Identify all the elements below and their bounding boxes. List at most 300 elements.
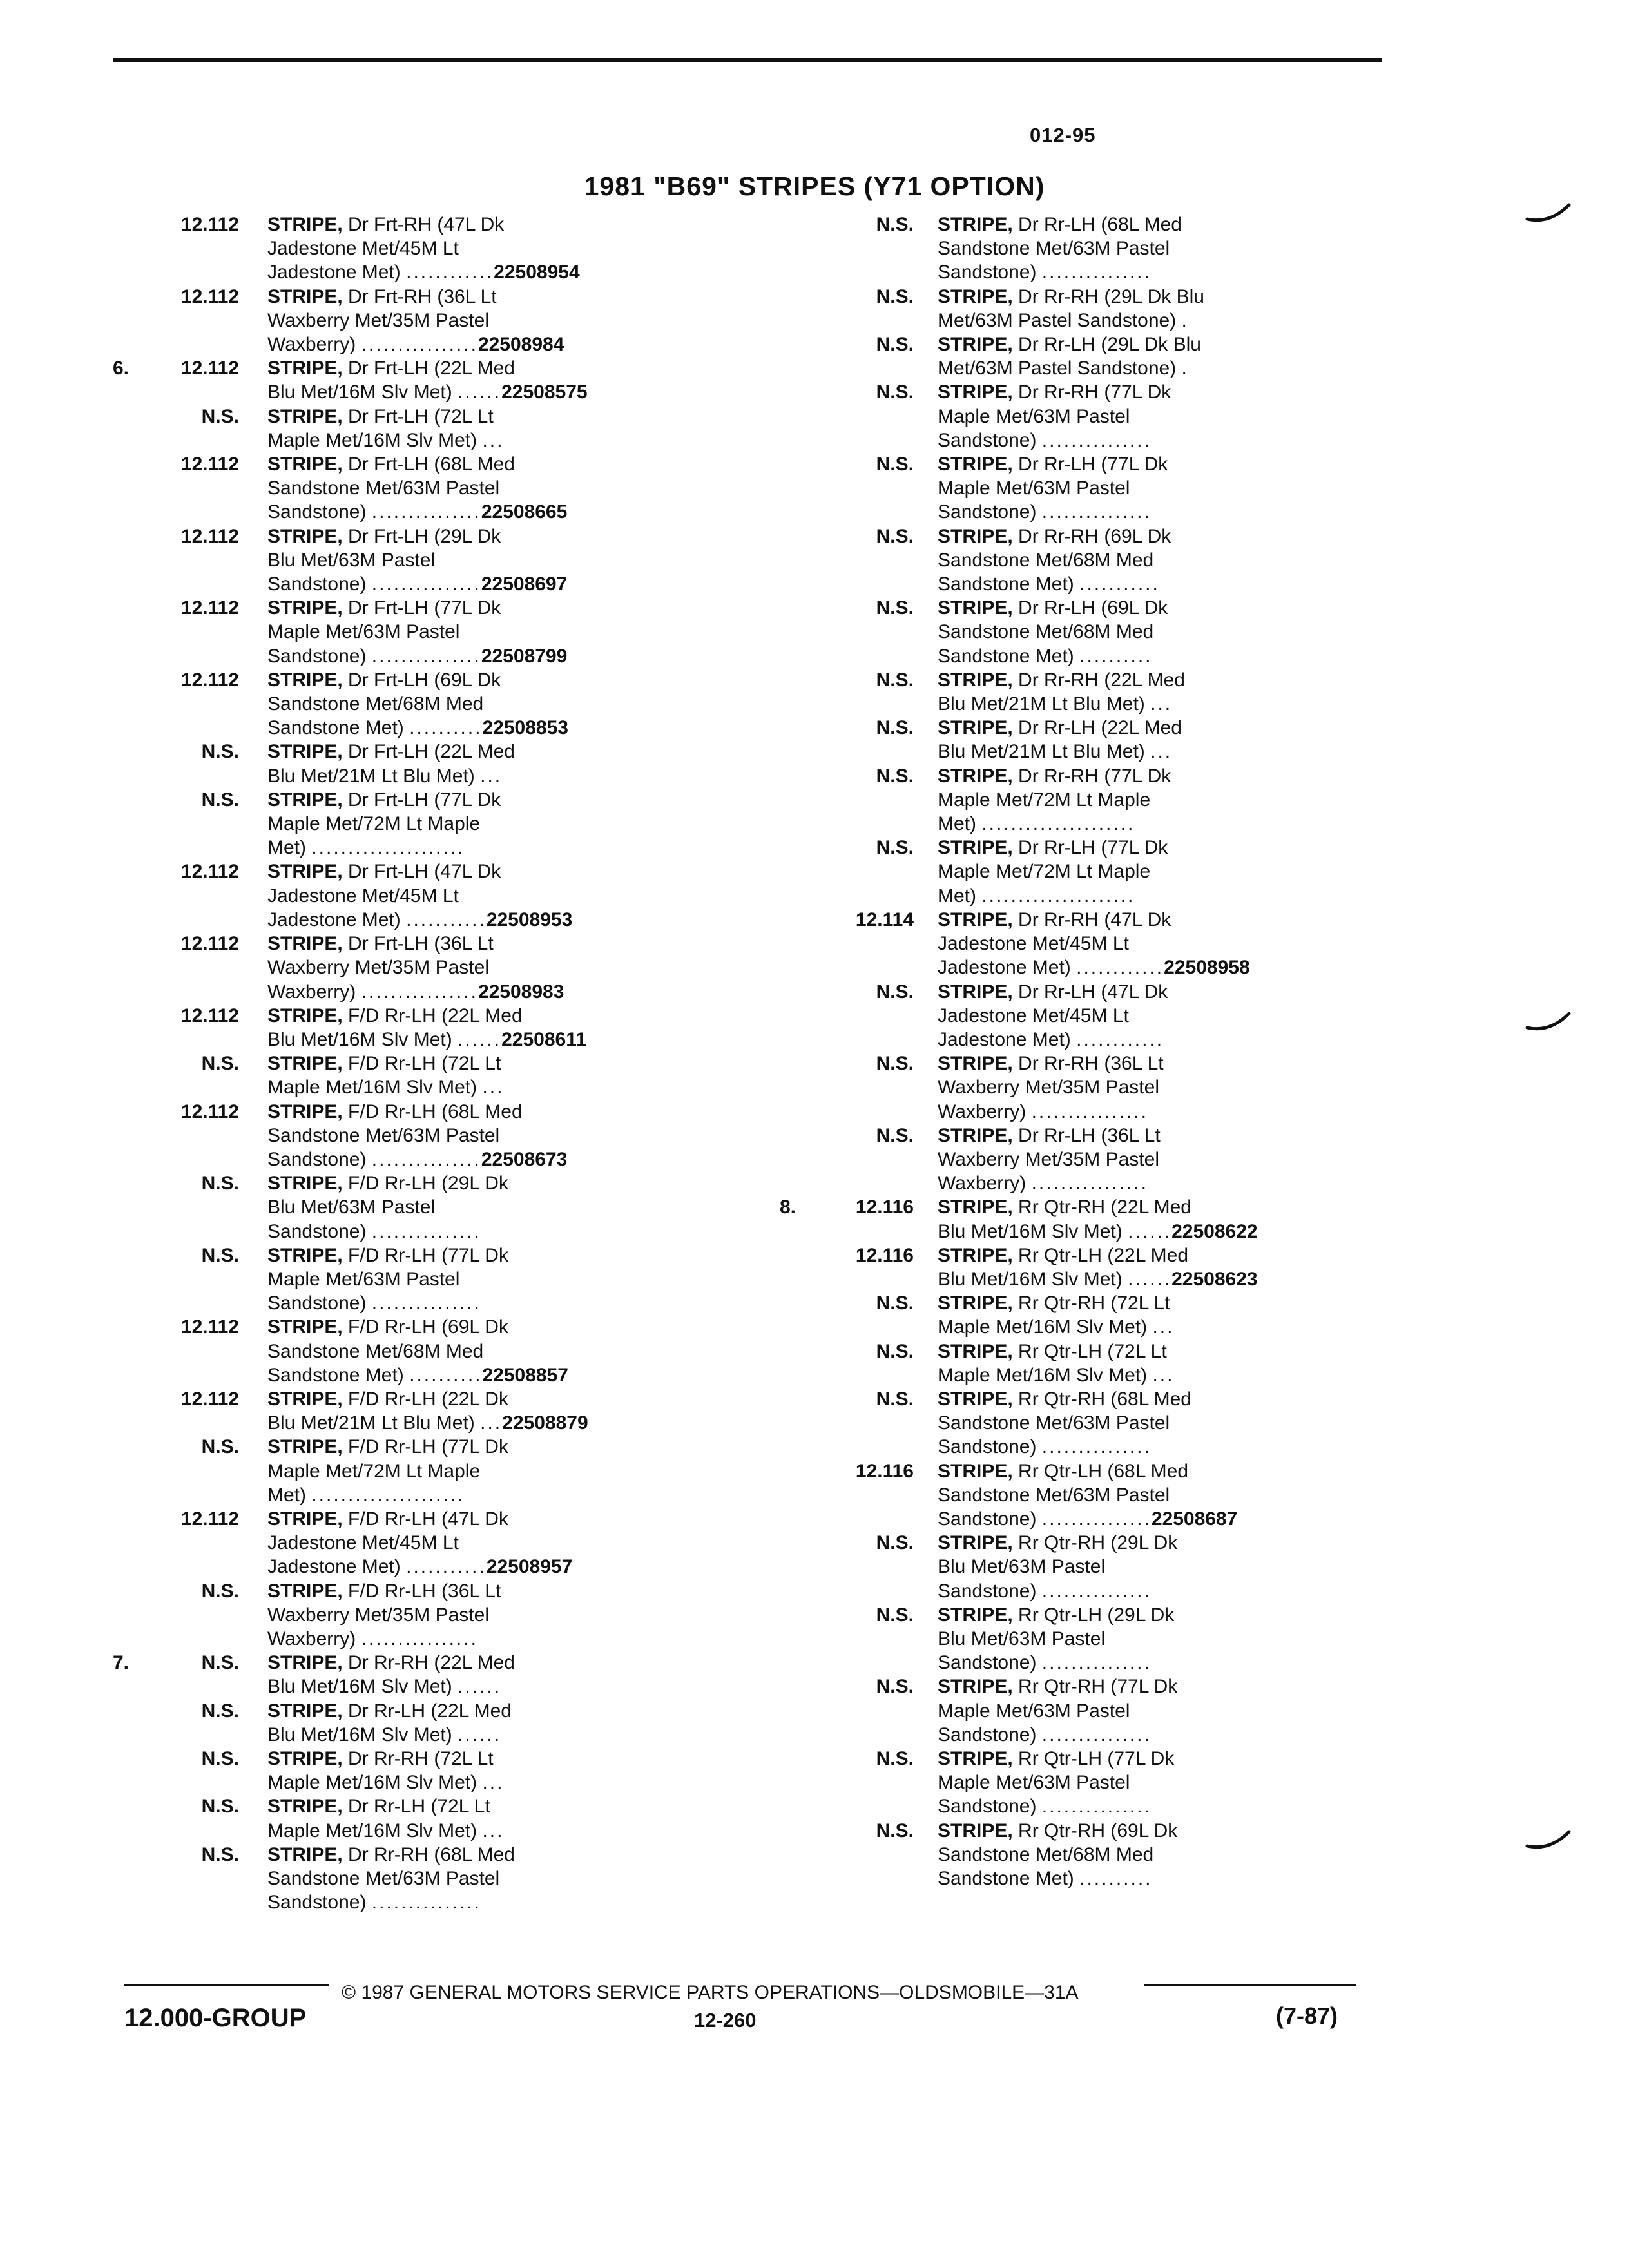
parts-entry bbox=[780, 1124, 1424, 1196]
description-text: Dr Rr-LH (69L Dk bbox=[1018, 597, 1168, 619]
description-line bbox=[938, 1148, 1424, 1171]
group-code: N.S. bbox=[201, 789, 239, 811]
part-number: 22508673 bbox=[481, 1148, 568, 1170]
part-number: 22508622 bbox=[1171, 1220, 1258, 1242]
description-line bbox=[938, 1794, 1424, 1818]
description-text: Sandstone) bbox=[938, 1508, 1037, 1530]
leader-dots: ................ bbox=[361, 1628, 478, 1649]
part-description bbox=[938, 1603, 1424, 1675]
description-text: Waxberry Met/35M Pastel bbox=[938, 1077, 1159, 1099]
description-line bbox=[938, 1363, 1424, 1387]
description-text: Waxberry Met/35M Pastel bbox=[267, 1604, 489, 1626]
description-text: F/D Rr-LH (47L Dk bbox=[348, 1508, 508, 1530]
parts-entry bbox=[113, 1171, 731, 1244]
leader-dots: . bbox=[1181, 358, 1189, 380]
part-description bbox=[938, 908, 1424, 980]
parts-entry bbox=[780, 716, 1424, 764]
description-line bbox=[267, 1603, 731, 1627]
part-number: 22508857 bbox=[482, 1364, 568, 1386]
binder-mark-2 bbox=[1524, 1008, 1576, 1034]
description-line bbox=[267, 1483, 731, 1507]
group-code: N.S. bbox=[201, 1244, 239, 1266]
description-line bbox=[267, 980, 731, 1004]
description-line bbox=[267, 1411, 731, 1435]
description-text: Dr Rr-LH (22L Med bbox=[348, 1700, 512, 1722]
part-description bbox=[267, 1004, 731, 1052]
group-code: 12.112 bbox=[180, 597, 239, 619]
description-line bbox=[938, 1291, 1424, 1315]
part-label: STRIPE, bbox=[938, 981, 1013, 1003]
part-label: STRIPE, bbox=[938, 214, 1013, 235]
description-text: Sandstone Met/63M Pastel bbox=[267, 1124, 500, 1146]
description-text: Sandstone) bbox=[938, 1796, 1037, 1818]
part-label: STRIPE, bbox=[267, 358, 343, 380]
footer-rule-right bbox=[1144, 1984, 1356, 1986]
description-line bbox=[267, 1340, 731, 1363]
description-text: Waxberry Met/35M Pastel bbox=[267, 957, 489, 979]
group-code: N.S. bbox=[876, 214, 914, 235]
footer-date-code: (7-87) bbox=[1276, 2003, 1338, 2029]
description-line bbox=[267, 1004, 731, 1028]
part-number: 22508697 bbox=[481, 573, 568, 595]
leader-dots: ............... bbox=[371, 1892, 481, 1914]
part-label: STRIPE, bbox=[938, 1820, 1013, 1841]
description-line bbox=[938, 548, 1424, 572]
parts-entry bbox=[113, 668, 731, 740]
group-code: N.S. bbox=[876, 597, 914, 619]
description-line bbox=[938, 980, 1424, 1004]
description-text: Rr Qtr-LH (22L Med bbox=[1018, 1244, 1188, 1266]
description-text: Rr Qtr-RH (29L Dk bbox=[1018, 1532, 1178, 1554]
part-description bbox=[938, 1747, 1424, 1819]
part-label: STRIPE, bbox=[938, 1388, 1013, 1410]
description-line bbox=[267, 1028, 731, 1052]
description-text: Sandstone) bbox=[938, 501, 1037, 523]
description-line bbox=[267, 932, 731, 956]
part-description bbox=[267, 788, 731, 860]
part-number: 22508984 bbox=[477, 334, 564, 356]
description-line bbox=[267, 860, 731, 883]
group-code: N.S. bbox=[876, 1053, 914, 1075]
leader-dots: ... bbox=[1152, 1316, 1175, 1338]
group-code: N.S. bbox=[201, 1652, 239, 1674]
group-code: N.S. bbox=[876, 1820, 914, 1841]
part-label: STRIPE, bbox=[267, 525, 343, 547]
description-line bbox=[267, 1363, 731, 1387]
description-text: Dr Rr-RH (68L Med bbox=[348, 1843, 515, 1865]
description-text: Sandstone) bbox=[938, 1652, 1037, 1674]
group-code: N.S. bbox=[876, 1532, 914, 1554]
leader-dots: ............... bbox=[371, 501, 481, 523]
description-text: Dr Rr-RH (69L Dk bbox=[1018, 525, 1171, 547]
group-code: 12.112 bbox=[180, 861, 239, 883]
group-code: 12.112 bbox=[180, 1004, 239, 1026]
description-line bbox=[267, 260, 731, 284]
description-text: Dr Frt-LH (69L Dk bbox=[348, 669, 501, 691]
parts-entry bbox=[780, 764, 1424, 836]
description-line bbox=[938, 1483, 1424, 1507]
description-text: Dr Frt-LH (77L Dk bbox=[348, 789, 501, 811]
description-text: Met/63M Pastel Sandstone) bbox=[938, 309, 1177, 331]
description-text: Rr Qtr-RH (77L Dk bbox=[1018, 1676, 1178, 1698]
part-label: STRIPE, bbox=[938, 1748, 1013, 1769]
description-text: Jadestone Met/45M Lt bbox=[267, 885, 459, 907]
description-text: Dr Frt-LH (72L Lt bbox=[348, 405, 494, 427]
part-number: 22508611 bbox=[501, 1028, 586, 1050]
description-line bbox=[267, 1267, 731, 1291]
leader-dots: ... bbox=[480, 1412, 503, 1434]
part-description bbox=[938, 1291, 1424, 1339]
parts-entry bbox=[780, 1819, 1424, 1891]
part-description bbox=[938, 668, 1424, 716]
description-text: Blu Met/16M Slv Met) bbox=[267, 1028, 452, 1050]
description-line bbox=[938, 1507, 1424, 1531]
description-line bbox=[938, 1867, 1424, 1890]
parts-column-left bbox=[113, 213, 731, 1914]
description-line bbox=[938, 1244, 1424, 1267]
description-text: Maple Met/16M Slv Met) bbox=[267, 1077, 477, 1099]
description-line bbox=[267, 668, 731, 692]
description-text: F/D Rr-LH (69L Dk bbox=[348, 1316, 508, 1338]
part-description bbox=[938, 1459, 1424, 1532]
part-label: STRIPE, bbox=[938, 285, 1013, 307]
part-description bbox=[938, 1052, 1424, 1124]
description-line bbox=[938, 716, 1424, 740]
description-line bbox=[938, 1603, 1424, 1627]
leader-dots: ... bbox=[482, 1077, 505, 1099]
part-description bbox=[267, 596, 731, 668]
part-description bbox=[267, 1052, 731, 1099]
description-text: Dr Rr-LH (77L Dk bbox=[1018, 454, 1168, 476]
description-text: Jadestone Met) bbox=[938, 957, 1071, 979]
description-line bbox=[267, 1723, 731, 1747]
description-text: Blu Met/16M Slv Met) bbox=[267, 381, 452, 403]
description-text: Sandstone Met/68M Med bbox=[938, 1843, 1154, 1865]
description-line bbox=[267, 764, 731, 788]
description-text: F/D Rr-LH (77L Dk bbox=[348, 1244, 508, 1266]
description-line bbox=[938, 1075, 1424, 1099]
group-code: N.S. bbox=[876, 1293, 914, 1314]
leader-dots: .......... bbox=[409, 1364, 483, 1386]
group-code: N.S. bbox=[201, 1796, 239, 1818]
description-line bbox=[938, 1340, 1424, 1363]
group-code: 12.112 bbox=[180, 454, 239, 476]
leader-dots: ... bbox=[480, 765, 503, 787]
parts-entry bbox=[780, 1387, 1424, 1459]
parts-entry bbox=[780, 1244, 1424, 1291]
leader-dots: ........... bbox=[1079, 573, 1160, 595]
description-text: Waxberry) bbox=[267, 334, 356, 356]
description-text: Met) bbox=[938, 885, 976, 907]
leader-dots: ............... bbox=[1041, 1436, 1152, 1458]
parts-entry bbox=[780, 1052, 1424, 1124]
part-description bbox=[267, 524, 731, 597]
group-code: N.S. bbox=[876, 1604, 914, 1626]
description-line bbox=[267, 1699, 731, 1723]
description-text: Jadestone Met) bbox=[267, 908, 401, 930]
description-text: Dr Frt-LH (22L Med bbox=[348, 358, 515, 380]
description-line bbox=[938, 1627, 1424, 1651]
description-line bbox=[938, 213, 1424, 236]
part-description bbox=[938, 1819, 1424, 1891]
description-text: Sandstone) bbox=[267, 1148, 367, 1170]
parts-entry bbox=[780, 1675, 1424, 1747]
description-text: Dr Frt-RH (47L Dk bbox=[348, 214, 505, 235]
description-line bbox=[267, 548, 731, 572]
description-text: Blu Met/63M Pastel bbox=[938, 1628, 1106, 1649]
part-label: STRIPE, bbox=[267, 1100, 343, 1122]
description-line bbox=[267, 1195, 731, 1219]
description-text: Sandstone Met) bbox=[938, 1868, 1074, 1890]
part-description bbox=[267, 740, 731, 787]
leader-dots: ... bbox=[482, 429, 505, 451]
part-label: STRIPE, bbox=[938, 1124, 1013, 1146]
description-line bbox=[938, 1387, 1424, 1411]
description-text: Sandstone Met/63M Pastel bbox=[938, 1484, 1170, 1506]
description-text: Sandstone) bbox=[938, 1580, 1037, 1602]
parts-entry bbox=[780, 380, 1424, 452]
description-text: Dr Rr-LH (22L Med bbox=[1018, 717, 1182, 739]
part-label: STRIPE, bbox=[938, 717, 1013, 739]
part-number: 22508623 bbox=[1171, 1268, 1258, 1290]
description-text: Sandstone Met/68M Med bbox=[267, 1340, 484, 1362]
group-code: N.S. bbox=[876, 1388, 914, 1410]
description-text: Sandstone Met/63M Pastel bbox=[267, 477, 500, 499]
description-line bbox=[267, 1531, 731, 1555]
parts-entry bbox=[113, 405, 731, 452]
description-line bbox=[938, 1195, 1424, 1219]
part-description bbox=[938, 716, 1424, 764]
parts-entry bbox=[113, 1435, 731, 1507]
description-text: Rr Qtr-RH (69L Dk bbox=[1018, 1820, 1178, 1841]
parts-entry bbox=[780, 1531, 1424, 1603]
description-text: F/D Rr-LH (22L Med bbox=[348, 1004, 523, 1026]
description-text: Maple Met/16M Slv Met) bbox=[267, 1820, 477, 1841]
description-line bbox=[267, 405, 731, 428]
part-label: STRIPE, bbox=[267, 1053, 343, 1075]
parts-entry bbox=[113, 788, 731, 860]
part-label: STRIPE, bbox=[267, 741, 343, 763]
description-text: Sandstone Met) bbox=[267, 1364, 404, 1386]
description-text: Maple Met/16M Slv Met) bbox=[938, 1316, 1148, 1338]
part-description bbox=[938, 524, 1424, 597]
description-line bbox=[267, 332, 731, 356]
description-line bbox=[938, 836, 1424, 860]
page-title: 1981 "B69" STRIPES (Y71 OPTION) bbox=[584, 171, 1045, 201]
leader-dots: ................ bbox=[1031, 1173, 1148, 1195]
description-line bbox=[267, 1771, 731, 1794]
description-text: Maple Met/63M Pastel bbox=[267, 621, 460, 643]
part-number: 22508983 bbox=[477, 981, 564, 1003]
description-text: Sandstone Met/68M Med bbox=[938, 621, 1154, 643]
description-line bbox=[267, 572, 731, 596]
description-line bbox=[267, 500, 731, 524]
description-text: Blu Met/16M Slv Met) bbox=[267, 1676, 452, 1698]
parts-entry bbox=[113, 1507, 731, 1579]
description-line bbox=[267, 1459, 731, 1483]
binder-mark-1 bbox=[1524, 200, 1576, 226]
description-text: Sandstone) bbox=[267, 1892, 367, 1914]
description-text: Sandstone Met/63M Pastel bbox=[267, 1868, 500, 1890]
part-description bbox=[267, 452, 731, 524]
part-number: 22508879 bbox=[502, 1412, 588, 1434]
leader-dots: ............... bbox=[1041, 1796, 1152, 1818]
group-code: 12.112 bbox=[180, 1316, 239, 1338]
description-text: F/D Rr-LH (72L Lt bbox=[348, 1053, 501, 1075]
description-text: Dr Rr-RH (77L Dk bbox=[1018, 381, 1171, 403]
part-description bbox=[267, 1315, 731, 1387]
group-code: N.S. bbox=[876, 1676, 914, 1698]
leader-dots: ............... bbox=[1041, 262, 1152, 284]
parts-entry bbox=[113, 1100, 731, 1172]
leader-dots: .......... bbox=[1079, 645, 1153, 667]
description-text: Dr Rr-LH (77L Dk bbox=[1018, 837, 1168, 859]
group-code: N.S. bbox=[201, 1173, 239, 1195]
part-description bbox=[938, 285, 1424, 332]
description-line bbox=[267, 1100, 731, 1124]
part-label: STRIPE, bbox=[938, 597, 1013, 619]
leader-dots: ............ bbox=[406, 262, 494, 284]
parts-entry bbox=[780, 1459, 1424, 1532]
leader-dots: . bbox=[1181, 309, 1189, 331]
top-rule bbox=[113, 58, 1382, 62]
part-description bbox=[938, 380, 1424, 452]
group-code: 12.112 bbox=[180, 669, 239, 691]
group-code: 12.116 bbox=[855, 1244, 914, 1266]
description-line bbox=[267, 1315, 731, 1339]
part-description bbox=[267, 1699, 731, 1747]
parts-entry bbox=[113, 1244, 731, 1316]
group-code: 12.112 bbox=[180, 358, 239, 380]
part-label: STRIPE, bbox=[267, 1004, 343, 1026]
group-code: N.S. bbox=[876, 381, 914, 403]
parts-entry bbox=[113, 932, 731, 1004]
description-text: Jadestone Met/45M Lt bbox=[267, 1532, 459, 1554]
part-label: STRIPE, bbox=[267, 597, 343, 619]
part-label: STRIPE, bbox=[267, 1436, 343, 1458]
parts-entry bbox=[780, 452, 1424, 524]
description-line bbox=[267, 1075, 731, 1099]
part-label: STRIPE, bbox=[267, 669, 343, 691]
part-description bbox=[938, 596, 1424, 668]
part-number: 22508954 bbox=[494, 262, 580, 284]
description-line bbox=[267, 596, 731, 620]
leader-dots: ............... bbox=[1041, 501, 1152, 523]
part-description bbox=[938, 213, 1424, 285]
parts-entry bbox=[113, 1794, 731, 1842]
description-text: F/D Rr-LH (77L Dk bbox=[348, 1436, 508, 1458]
parts-entry bbox=[780, 1340, 1424, 1387]
description-line bbox=[938, 452, 1424, 476]
description-text: Dr Rr-RH (22L Med bbox=[1018, 669, 1185, 691]
leader-dots: ............... bbox=[371, 573, 481, 595]
description-line bbox=[267, 884, 731, 908]
description-text: Blu Met/63M Pastel bbox=[938, 1556, 1106, 1578]
description-text: Dr Rr-LH (36L Lt bbox=[1018, 1124, 1161, 1146]
description-text: Dr Rr-LH (47L Dk bbox=[1018, 981, 1168, 1003]
parts-entry bbox=[113, 452, 731, 524]
group-code: N.S. bbox=[876, 454, 914, 476]
description-text: Maple Met/63M Pastel bbox=[938, 1772, 1130, 1794]
description-line bbox=[938, 644, 1424, 668]
part-description bbox=[267, 1794, 731, 1842]
description-line bbox=[938, 380, 1424, 404]
group-code: 12.114 bbox=[855, 908, 914, 930]
part-label: STRIPE, bbox=[267, 861, 343, 883]
description-line bbox=[267, 1555, 731, 1579]
parts-entry bbox=[780, 1603, 1424, 1675]
description-text: Sandstone) bbox=[267, 501, 367, 523]
group-code: N.S. bbox=[876, 981, 914, 1003]
figure-number: 7. bbox=[113, 1652, 130, 1674]
description-text: Met) bbox=[267, 837, 306, 859]
leader-dots: ...... bbox=[458, 1676, 502, 1698]
description-line bbox=[267, 428, 731, 452]
part-label: STRIPE, bbox=[267, 933, 343, 955]
leader-dots: ................ bbox=[1031, 1100, 1148, 1122]
description-line bbox=[938, 236, 1424, 260]
group-code: N.S. bbox=[876, 837, 914, 859]
group-code: N.S. bbox=[876, 285, 914, 307]
leader-dots: ..................... bbox=[981, 813, 1135, 835]
description-line bbox=[267, 1794, 731, 1818]
description-line bbox=[267, 1052, 731, 1075]
description-line bbox=[267, 524, 731, 548]
description-text: Maple Met/63M Pastel bbox=[267, 1268, 460, 1290]
parts-entry bbox=[113, 596, 731, 668]
description-text: Maple Met/16M Slv Met) bbox=[938, 1364, 1148, 1386]
parts-entry bbox=[113, 285, 731, 357]
description-line bbox=[938, 884, 1424, 908]
description-line bbox=[267, 213, 731, 236]
parts-entry bbox=[780, 524, 1424, 597]
part-label: STRIPE, bbox=[267, 1316, 343, 1338]
parts-entry bbox=[780, 1291, 1424, 1339]
description-text: Maple Met/63M Pastel bbox=[938, 1700, 1130, 1722]
description-text: Jadestone Met/45M Lt bbox=[267, 238, 459, 260]
leader-dots: ...... bbox=[458, 1724, 502, 1745]
parts-entry bbox=[113, 1315, 731, 1387]
description-text: Sandstone Met/68M Med bbox=[938, 549, 1154, 571]
description-text: Dr Rr-RH (36L Lt bbox=[1018, 1053, 1164, 1075]
description-text: Dr Frt-LH (47L Dk bbox=[348, 861, 501, 883]
description-line bbox=[938, 1435, 1424, 1459]
leader-dots: ............... bbox=[1041, 1580, 1152, 1602]
group-code: 12.112 bbox=[180, 1100, 239, 1122]
description-text: Dr Rr-RH (29L Dk Blu bbox=[1018, 285, 1204, 307]
part-label: STRIPE, bbox=[938, 1676, 1013, 1698]
part-label: STRIPE, bbox=[267, 1388, 343, 1410]
part-label: STRIPE, bbox=[267, 1173, 343, 1195]
leader-dots: .......... bbox=[409, 717, 483, 739]
description-line bbox=[938, 476, 1424, 500]
group-code: 12.112 bbox=[180, 1508, 239, 1530]
description-line bbox=[938, 572, 1424, 596]
description-text: Sandstone Met/63M Pastel bbox=[938, 1412, 1170, 1434]
description-line bbox=[938, 1052, 1424, 1075]
description-text: Sandstone Met) bbox=[938, 573, 1074, 595]
description-line bbox=[938, 1819, 1424, 1843]
parts-entry bbox=[780, 1747, 1424, 1819]
part-description bbox=[267, 285, 731, 357]
description-line bbox=[938, 1771, 1424, 1794]
part-label: STRIPE, bbox=[267, 1700, 343, 1722]
leader-dots: ............ bbox=[1076, 957, 1164, 979]
part-label: STRIPE, bbox=[938, 1604, 1013, 1626]
group-code: N.S. bbox=[201, 1700, 239, 1722]
leader-dots: ... bbox=[1150, 741, 1173, 763]
description-text: Sandstone) bbox=[938, 262, 1037, 284]
